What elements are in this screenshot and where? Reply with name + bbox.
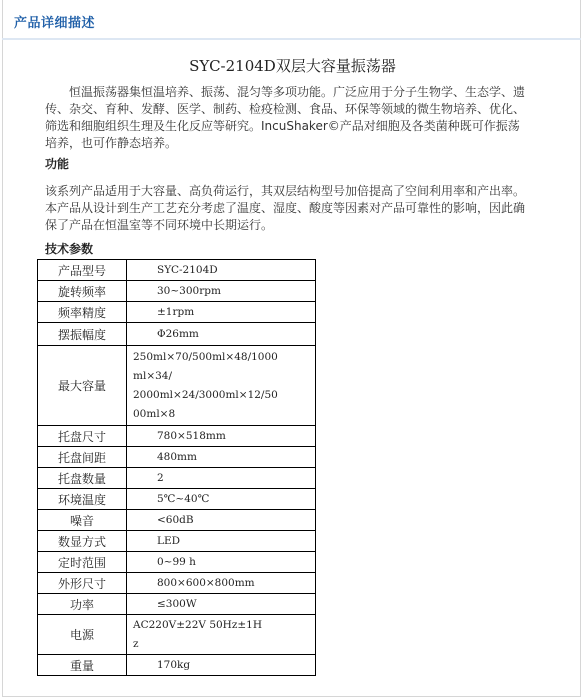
spec-value: SYC-2104D	[127, 260, 316, 281]
spec-value-line: 00ml×8	[133, 407, 176, 420]
spec-value: 780×518mm	[127, 426, 316, 447]
spec-label: 频率精度	[38, 302, 127, 323]
spec-label: 数显方式	[38, 531, 127, 552]
spec-label: 摆振幅度	[38, 323, 127, 346]
spec-value-line: 2000ml×24/3000ml×12/50	[133, 388, 278, 401]
spec-value: ±1rpm	[127, 302, 316, 323]
spec-row	[38, 302, 316, 323]
spec-value	[127, 346, 316, 426]
section-header: 产品详细描述	[14, 16, 96, 31]
spec-value: 0~99 h	[127, 552, 316, 573]
spec-value	[127, 615, 316, 655]
spec-label: 噪音	[38, 510, 127, 531]
spec-label: 托盘间距	[38, 447, 127, 468]
spec-value: ≤300W	[127, 594, 316, 615]
spec-value: 30~300rpm	[127, 281, 316, 302]
spec-value: Φ26mm	[127, 323, 316, 346]
intro-paragraph: 恒温振荡器集恒温培养、振荡、混匀等多项功能。广泛应用于分子生物学、生态学、遗传、杂交、育种、发酵、医学、制药、检疫检测、食品、环保等领域的微生物培养、优化、筛选和细胞组织生理及生化反应等研究。IncuShaker©产品对细胞及各类菌种既可作振荡培养，也可作静态培养。	[45, 85, 526, 150]
spec-label: 环境温度	[38, 489, 127, 510]
spec-label: 外形尺寸	[38, 573, 127, 594]
spec-row	[38, 573, 316, 594]
spec-row	[38, 426, 316, 447]
spec-row	[38, 489, 316, 510]
spec-value-line: 250ml×70/500ml×48/1000	[133, 350, 278, 363]
spec-label: 最大容量	[38, 346, 127, 426]
header-divider	[2, 38, 581, 40]
spec-value-line: ml×34/	[133, 369, 173, 382]
spec-row	[38, 323, 316, 346]
spec-value: LED	[127, 531, 316, 552]
spec-value: 800×600×800mm	[127, 573, 316, 594]
spec-label: 功率	[38, 594, 127, 615]
function-heading: 功能	[45, 157, 70, 171]
spec-row	[38, 615, 316, 655]
spec-label: 定时范围	[38, 552, 127, 573]
spec-row	[38, 447, 316, 468]
spec-heading: 技术参数	[45, 242, 94, 256]
spec-label: 托盘尺寸	[38, 426, 127, 447]
spec-value-line: z	[133, 637, 139, 650]
spec-row	[38, 281, 316, 302]
spec-row	[38, 531, 316, 552]
spec-label: 重量	[38, 655, 127, 676]
spec-value: 2	[127, 468, 316, 489]
spec-row	[38, 552, 316, 573]
spec-label: 旋转频率	[38, 281, 127, 302]
product-title: SYC-2104D双层大容量振荡器	[189, 57, 396, 75]
spec-label: 电源	[38, 615, 127, 655]
spec-table	[37, 259, 316, 676]
spec-value: 5℃~40℃	[127, 489, 316, 510]
spec-row	[38, 594, 316, 615]
spec-row	[38, 655, 316, 676]
spec-label: 产品型号	[38, 260, 127, 281]
spec-row	[38, 510, 316, 531]
spec-value: 170kg	[127, 655, 316, 676]
spec-row	[38, 260, 316, 281]
spec-value: <60dB	[127, 510, 316, 531]
spec-value-line: AC220V±22V 50Hz±1H	[133, 618, 263, 631]
spec-value: 480mm	[127, 447, 316, 468]
spec-label: 托盘数量	[38, 468, 127, 489]
function-paragraph: 该系列产品适用于大容量、高负荷运行，其双层结构型号加倍提高了空间利用率和产出率。本产品从设计到生产工艺充分考虑了温度、湿度、酸度等因素对产品可靠性的影响，因此确保了产品在恒温室等不同环境中长期运行。	[45, 184, 526, 232]
spec-row	[38, 468, 316, 489]
spec-row	[38, 346, 316, 426]
